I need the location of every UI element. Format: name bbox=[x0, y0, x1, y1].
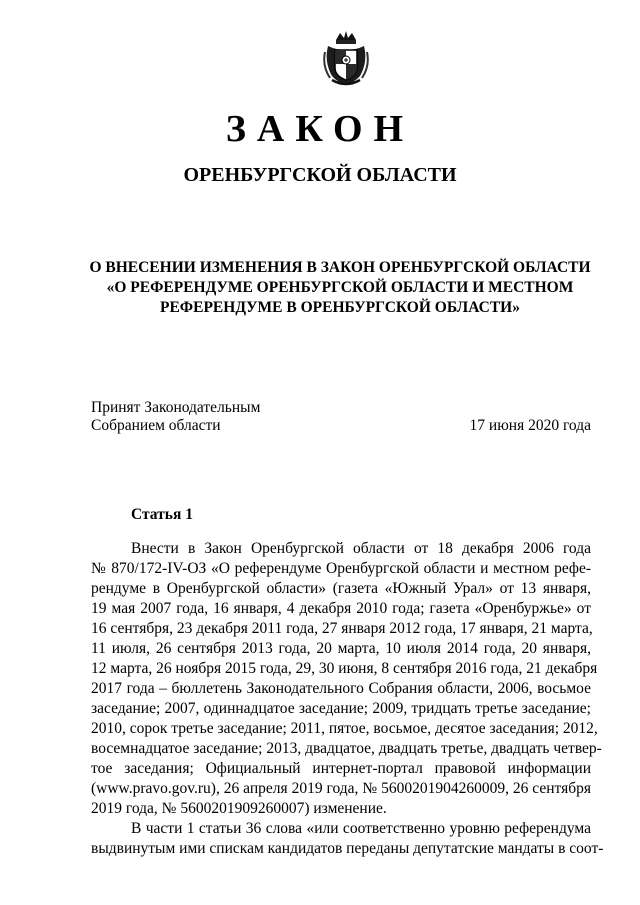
text-line: 11 июля, 26 сентября 2013 года, 20 марта, 10 июля 2014 года, 20 января, bbox=[91, 640, 591, 657]
text-line: 2019 года, № 5600201909260007) изменение. bbox=[91, 800, 387, 817]
text-line: заседание; 2007, одиннадцатое заседание; 2009, тридцать третье заседание; bbox=[91, 700, 591, 717]
text-line: 2017 года – бюллетень Законодательного Собрания области, 2006, восьмое bbox=[91, 680, 591, 697]
adoption-line: Собранием области bbox=[91, 417, 221, 434]
text-line: № 870/172-IV-ОЗ «О референдуме Оренбургской области и местном рефе- bbox=[91, 560, 591, 577]
text-line: 12 марта, 26 ноября 2015 года, 29, 30 июня, 8 сентября 2016 года, 21 декабря bbox=[91, 660, 598, 677]
adoption-line: Принят Законодательным bbox=[91, 399, 261, 416]
article-heading: Статья 1 bbox=[131, 506, 193, 523]
text-line: восемнадцатое заседание; 2013, двадцатое, двадцать третье, двадцать четвер- bbox=[91, 740, 602, 757]
text-line: рендуме в Оренбургской области» (газета «Южный Урал» от 13 января, bbox=[91, 580, 591, 597]
law-subject-line: РЕФЕРЕНДУМЕ В ОРЕНБУРГСКОЙ ОБЛАСТИ» bbox=[160, 299, 520, 316]
region-title: ОРЕНБУРГСКОЙ ОБЛАСТИ bbox=[183, 164, 457, 186]
text-line: (www.pravo.gov.ru), 26 апреля 2019 года, № 5600201904260009, 26 сентября bbox=[91, 780, 591, 797]
orenburg-coat-of-arms-icon bbox=[322, 30, 370, 86]
text-line: В части 1 статьи 36 слова «или соответственно уровню референдума bbox=[131, 820, 591, 837]
text-line: Внести в Закон Оренбургской области от 18 декабря 2006 года bbox=[131, 540, 591, 557]
text-line: 19 мая 2007 года, 16 января, 4 декабря 2010 года; газета «Оренбуржье» от bbox=[91, 600, 591, 617]
text-line: выдвинутым ими спискам кандидатов переданы депутатские мандаты в соот- bbox=[91, 840, 604, 857]
adoption-date: 17 июня 2020 года bbox=[469, 417, 591, 434]
law-subject-line: О ВНЕСЕНИИ ИЗМЕНЕНИЯ В ЗАКОН ОРЕНБУРГСКОЙ ОБЛАСТИ bbox=[89, 259, 591, 276]
law-subject-title bbox=[80, 258, 600, 318]
article-body bbox=[91, 539, 604, 859]
text-line: 16 сентября, 23 декабря 2011 года, 27 января 2012 года, 17 января, 21 марта, bbox=[91, 620, 593, 637]
text-line: 2010, сорок третье заседание; 2011, пятое, восьмое, десятое заседания; 2012, bbox=[91, 720, 598, 737]
law-subject-line: «О РЕФЕРЕНДУМЕ ОРЕНБУРГСКОЙ ОБЛАСТИ И МЕСТНОМ bbox=[106, 279, 574, 296]
law-title: ЗАКОН bbox=[225, 108, 415, 150]
adoption-authority bbox=[91, 399, 260, 435]
text-line: тое заседания; Официальный интернет-портал правовой информации bbox=[91, 760, 591, 777]
